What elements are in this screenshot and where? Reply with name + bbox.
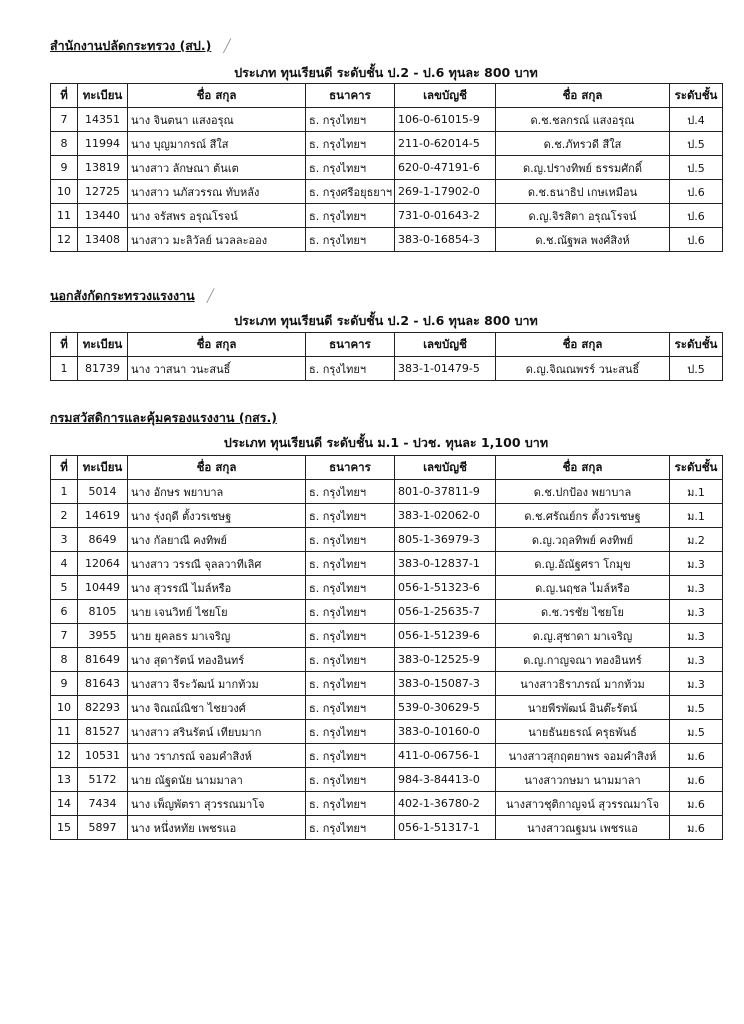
- grade-level-cell: ม.2: [670, 528, 723, 552]
- account-number-cell: 383-0-10160-0: [395, 720, 496, 744]
- student-name-cell: ด.ญ.อัณัฐศรา โกมุข: [496, 552, 670, 576]
- grade-level-cell: ม.6: [670, 768, 723, 792]
- member-name-cell: นางสาว วรรณี จุลลวาทีเลิศ: [128, 552, 306, 576]
- section-subtitle-outside: ประเภท ทุนเรียนดี ระดับชั้น ป.2 - ป.6 ทุนละ 800 บาท: [234, 313, 538, 328]
- column-header-member-name: ชื่อ สกุล: [128, 456, 306, 480]
- column-header-grade-level: ระดับชั้น: [670, 456, 723, 480]
- grade-level-cell: ม.6: [670, 792, 723, 816]
- account-number-cell: 731-0-01643-2: [395, 204, 496, 228]
- student-name-cell: นางสาวณฐมน เพชรแอ: [496, 816, 670, 840]
- row-number-cell: 3: [51, 528, 78, 552]
- column-header-row-number: ที่: [51, 456, 78, 480]
- member-name-cell: นาง วาสนา วนะสนธิ์: [128, 357, 306, 381]
- bank-name-cell: ธ. กรุงไทยฯ: [306, 552, 395, 576]
- grade-level-cell: ป.5: [670, 132, 723, 156]
- row-number-cell: 10: [51, 696, 78, 720]
- student-name-cell: ด.ญ.จิรสิตา อรุณโรจน์: [496, 204, 670, 228]
- student-name-cell: นางสาวชุติกาญจน์ สุวรรณมาโจ: [496, 792, 670, 816]
- registration-number-cell: 8105: [78, 600, 128, 624]
- row-number-cell: 8: [51, 132, 78, 156]
- member-name-cell: นาง สุดารัตน์ ทองอินทร์: [128, 648, 306, 672]
- student-name-cell: ด.ญ.กาญจณา ทองอินทร์: [496, 648, 670, 672]
- table-row: [51, 357, 723, 381]
- bank-name-cell: ธ. กรุงไทยฯ: [306, 156, 395, 180]
- bank-name-cell: ธ. กรุงไทยฯ: [306, 648, 395, 672]
- student-name-cell: ด.ช.ชลกรณ์ แสงอรุณ: [496, 108, 670, 132]
- student-name-cell: ด.ช.ภัทรวดี สีใส: [496, 132, 670, 156]
- member-name-cell: นางสาว ลักษณา ต้นเต: [128, 156, 306, 180]
- grade-level-cell: ม.3: [670, 624, 723, 648]
- student-name-cell: นางสาวธิราภรณ์ มากท้วม: [496, 672, 670, 696]
- bank-name-cell: ธ. กรุงไทยฯ: [306, 720, 395, 744]
- column-header-account-number: เลขบัญชี: [395, 456, 496, 480]
- student-name-cell: ด.ญ.วฤลทิพย์ คงทิพย์: [496, 528, 670, 552]
- column-header-bank-name: ธนาคาร: [306, 333, 395, 357]
- grade-level-cell: ป.4: [670, 108, 723, 132]
- registration-number-cell: 81739: [78, 357, 128, 381]
- member-name-cell: นาง จินตนา แสงอรุณ: [128, 108, 306, 132]
- column-header-student-name: ชื่อ สกุล: [496, 456, 670, 480]
- registration-number-cell: 3955: [78, 624, 128, 648]
- row-number-cell: 8: [51, 648, 78, 672]
- table-outside: [50, 332, 723, 381]
- bank-name-cell: ธ. กรุงไทยฯ: [306, 768, 395, 792]
- bank-name-cell: ธ. กรุงไทยฯ: [306, 576, 395, 600]
- table-row: [51, 744, 723, 768]
- registration-number-cell: 12064: [78, 552, 128, 576]
- bank-name-cell: ธ. กรุงไทยฯ: [306, 696, 395, 720]
- section-subtitle-welfare: ประเภท ทุนเรียนดี ระดับชั้น ม.1 - ปวช. ทุนละ 1,100 บาท: [223, 435, 549, 450]
- table-header-row: [51, 84, 723, 108]
- student-name-cell: นางสาวกษมา นามมาลา: [496, 768, 670, 792]
- student-name-cell: ด.ญ.สุชาดา มาเจริญ: [496, 624, 670, 648]
- member-name-cell: นาย ยุคลธร มาเจริญ: [128, 624, 306, 648]
- column-header-registration-number: ทะเบียน: [78, 84, 128, 108]
- section-heading-welfare: กรมสวัสดิการและคุ้มครองแรงงาน (กสร.): [50, 410, 277, 425]
- grade-level-cell: ม.6: [670, 816, 723, 840]
- registration-number-cell: 81643: [78, 672, 128, 696]
- section-subtitle-ops: ประเภท ทุนเรียนดี ระดับชั้น ป.2 - ป.6 ทุนละ 800 บาท: [234, 65, 538, 80]
- row-number-cell: 13: [51, 768, 78, 792]
- column-header-row-number: ที่: [51, 84, 78, 108]
- bank-name-cell: ธ. กรุงไทยฯ: [306, 480, 395, 504]
- grade-level-cell: ม.3: [670, 648, 723, 672]
- member-name-cell: นางสาว มะลิวัลย์ นวลละออง: [128, 228, 306, 252]
- registration-number-cell: 14619: [78, 504, 128, 528]
- member-name-cell: นาง อักษร พยาบาล: [128, 480, 306, 504]
- bank-name-cell: ธ. กรุงไทยฯ: [306, 528, 395, 552]
- row-number-cell: 11: [51, 720, 78, 744]
- member-name-cell: นาง เพ็ญพัตรา สุวรรณมาโจ: [128, 792, 306, 816]
- column-header-member-name: ชื่อ สกุล: [128, 333, 306, 357]
- column-header-bank-name: ธนาคาร: [306, 84, 395, 108]
- account-number-cell: 269-1-17902-0: [395, 180, 496, 204]
- row-number-cell: 11: [51, 204, 78, 228]
- table-row: [51, 624, 723, 648]
- table-row: [51, 108, 723, 132]
- column-header-grade-level: ระดับชั้น: [670, 84, 723, 108]
- bank-name-cell: ธ. กรุงไทยฯ: [306, 357, 395, 381]
- registration-number-cell: 13819: [78, 156, 128, 180]
- member-name-cell: นาง รุ่งฤดี ตั้งวรเชษฐ: [128, 504, 306, 528]
- grade-level-cell: ม.3: [670, 552, 723, 576]
- registration-number-cell: 81527: [78, 720, 128, 744]
- student-name-cell: ด.ญ.ปรางทิพย์ ธรรมศักดิ์: [496, 156, 670, 180]
- table-header-row: [51, 456, 723, 480]
- bank-name-cell: ธ. กรุงไทยฯ: [306, 792, 395, 816]
- grade-level-cell: ม.3: [670, 576, 723, 600]
- member-name-cell: นาย ณัฐดนัย นามมาลา: [128, 768, 306, 792]
- registration-number-cell: 5014: [78, 480, 128, 504]
- registration-number-cell: 8649: [78, 528, 128, 552]
- bank-name-cell: ธ. กรุงศรีอยุธยาฯ: [306, 180, 395, 204]
- bank-name-cell: ธ. กรุงไทยฯ: [306, 624, 395, 648]
- grade-level-cell: ป.5: [670, 156, 723, 180]
- table-row: [51, 600, 723, 624]
- row-number-cell: 5: [51, 576, 78, 600]
- column-header-bank-name: ธนาคาร: [306, 456, 395, 480]
- section-heading-outside: นอกสังกัดกระทรวงแรงงาน ╱: [50, 288, 215, 303]
- section-heading-ops: สำนักงานปลัดกระทรวง (สป.) ╱: [50, 38, 231, 53]
- table-row: [51, 672, 723, 696]
- table-row: [51, 792, 723, 816]
- row-number-cell: 1: [51, 357, 78, 381]
- table-row: [51, 228, 723, 252]
- account-number-cell: 106-0-61015-9: [395, 108, 496, 132]
- member-name-cell: นาง กัลยาณี คงทิพย์: [128, 528, 306, 552]
- account-number-cell: 211-0-62014-5: [395, 132, 496, 156]
- table-row: [51, 528, 723, 552]
- account-number-cell: 383-1-02062-0: [395, 504, 496, 528]
- account-number-cell: 056-1-51317-1: [395, 816, 496, 840]
- table-row: [51, 552, 723, 576]
- member-name-cell: นาง จรัสพร อรุณโรจน์: [128, 204, 306, 228]
- student-name-cell: ด.ญ.นฤชล ไมล์หรือ: [496, 576, 670, 600]
- account-number-cell: 056-1-25635-7: [395, 600, 496, 624]
- table-row: [51, 504, 723, 528]
- student-name-cell: ด.ช.วรชัย ไชยโย: [496, 600, 670, 624]
- account-number-cell: 620-0-47191-6: [395, 156, 496, 180]
- row-number-cell: 9: [51, 672, 78, 696]
- grade-level-cell: ม.1: [670, 480, 723, 504]
- registration-number-cell: 82293: [78, 696, 128, 720]
- student-name-cell: นางสาวสุกฤตยาพร จอมคำสิงห์: [496, 744, 670, 768]
- registration-number-cell: 5172: [78, 768, 128, 792]
- column-header-member-name: ชื่อ สกุล: [128, 84, 306, 108]
- registration-number-cell: 12725: [78, 180, 128, 204]
- account-number-cell: 056-1-51239-6: [395, 624, 496, 648]
- member-name-cell: นางสาว จีระวัฒน์ มากท้วม: [128, 672, 306, 696]
- registration-number-cell: 81649: [78, 648, 128, 672]
- member-name-cell: นาง หนึ่งหทัย เพชรแอ: [128, 816, 306, 840]
- grade-level-cell: ป.5: [670, 357, 723, 381]
- bank-name-cell: ธ. กรุงไทยฯ: [306, 132, 395, 156]
- bank-name-cell: ธ. กรุงไทยฯ: [306, 672, 395, 696]
- student-name-cell: ด.ช.ธนาธิป เกษเหมือน: [496, 180, 670, 204]
- grade-level-cell: ม.6: [670, 744, 723, 768]
- member-name-cell: นางสาว นภัสวรรณ ทับหลัง: [128, 180, 306, 204]
- grade-level-cell: ม.5: [670, 696, 723, 720]
- table-row: [51, 648, 723, 672]
- grade-level-cell: ม.5: [670, 720, 723, 744]
- grade-level-cell: ม.3: [670, 600, 723, 624]
- table-row: [51, 720, 723, 744]
- table-row: [51, 816, 723, 840]
- table-row: [51, 156, 723, 180]
- row-number-cell: 6: [51, 600, 78, 624]
- column-header-student-name: ชื่อ สกุล: [496, 84, 670, 108]
- account-number-cell: 801-0-37811-9: [395, 480, 496, 504]
- member-name-cell: นาง จิณณ์ณิชา ไชยวงศ์: [128, 696, 306, 720]
- registration-number-cell: 13440: [78, 204, 128, 228]
- account-number-cell: 383-0-12837-1: [395, 552, 496, 576]
- bank-name-cell: ธ. กรุงไทยฯ: [306, 504, 395, 528]
- account-number-cell: 383-0-12525-9: [395, 648, 496, 672]
- column-header-registration-number: ทะเบียน: [78, 333, 128, 357]
- grade-level-cell: ป.6: [670, 228, 723, 252]
- column-header-account-number: เลขบัญชี: [395, 333, 496, 357]
- registration-number-cell: 11994: [78, 132, 128, 156]
- row-number-cell: 9: [51, 156, 78, 180]
- column-header-registration-number: ทะเบียน: [78, 456, 128, 480]
- grade-level-cell: ป.6: [670, 180, 723, 204]
- account-number-cell: 383-1-01479-5: [395, 357, 496, 381]
- student-name-cell: นายพีรพัฒน์ อินต๊ะรัตน์: [496, 696, 670, 720]
- account-number-cell: 411-0-06756-1: [395, 744, 496, 768]
- member-name-cell: นางสาว สรินรัตน์ เทียบมาก: [128, 720, 306, 744]
- student-name-cell: นายธันยธรณ์ ครุธพันธ์: [496, 720, 670, 744]
- bank-name-cell: ธ. กรุงไทยฯ: [306, 600, 395, 624]
- bank-name-cell: ธ. กรุงไทยฯ: [306, 108, 395, 132]
- table-row: [51, 204, 723, 228]
- table-row: [51, 768, 723, 792]
- registration-number-cell: 7434: [78, 792, 128, 816]
- table-welfare: [50, 455, 723, 840]
- member-name-cell: นาง วราภรณ์ จอมคำสิงห์: [128, 744, 306, 768]
- account-number-cell: 539-0-30629-5: [395, 696, 496, 720]
- table-row: [51, 480, 723, 504]
- account-number-cell: 383-0-15087-3: [395, 672, 496, 696]
- row-number-cell: 10: [51, 180, 78, 204]
- table-row: [51, 576, 723, 600]
- column-header-grade-level: ระดับชั้น: [670, 333, 723, 357]
- row-number-cell: 4: [51, 552, 78, 576]
- account-number-cell: 383-0-16854-3: [395, 228, 496, 252]
- row-number-cell: 12: [51, 744, 78, 768]
- table-header-row: [51, 333, 723, 357]
- row-number-cell: 2: [51, 504, 78, 528]
- row-number-cell: 7: [51, 108, 78, 132]
- member-name-cell: นาง บุญมากรณ์ สีใส: [128, 132, 306, 156]
- registration-number-cell: 13408: [78, 228, 128, 252]
- column-header-row-number: ที่: [51, 333, 78, 357]
- account-number-cell: 984-3-84413-0: [395, 768, 496, 792]
- grade-level-cell: ม.1: [670, 504, 723, 528]
- student-name-cell: ด.ช.ปกป้อง พยาบาล: [496, 480, 670, 504]
- student-name-cell: ด.ช.ณัฐพล พงศ์สิงห์: [496, 228, 670, 252]
- row-number-cell: 15: [51, 816, 78, 840]
- grade-level-cell: ป.6: [670, 204, 723, 228]
- row-number-cell: 7: [51, 624, 78, 648]
- row-number-cell: 12: [51, 228, 78, 252]
- student-name-cell: ด.ญ.จิณณพรร์ วนะสนธิ์: [496, 357, 670, 381]
- student-name-cell: ด.ช.ศรัณย์กร ตั้งวรเชษฐ: [496, 504, 670, 528]
- grade-level-cell: ม.3: [670, 672, 723, 696]
- member-name-cell: นาย เจนวิทย์ ไชยโย: [128, 600, 306, 624]
- account-number-cell: 056-1-51323-6: [395, 576, 496, 600]
- member-name-cell: นาง สุวรรณี ไมล์หรือ: [128, 576, 306, 600]
- account-number-cell: 402-1-36780-2: [395, 792, 496, 816]
- table-ops: [50, 83, 723, 252]
- bank-name-cell: ธ. กรุงไทยฯ: [306, 228, 395, 252]
- table-row: [51, 132, 723, 156]
- registration-number-cell: 10449: [78, 576, 128, 600]
- registration-number-cell: 14351: [78, 108, 128, 132]
- column-header-student-name: ชื่อ สกุล: [496, 333, 670, 357]
- bank-name-cell: ธ. กรุงไทยฯ: [306, 744, 395, 768]
- table-row: [51, 696, 723, 720]
- bank-name-cell: ธ. กรุงไทยฯ: [306, 816, 395, 840]
- account-number-cell: 805-1-36979-3: [395, 528, 496, 552]
- table-row: [51, 180, 723, 204]
- column-header-account-number: เลขบัญชี: [395, 84, 496, 108]
- row-number-cell: 1: [51, 480, 78, 504]
- registration-number-cell: 10531: [78, 744, 128, 768]
- row-number-cell: 14: [51, 792, 78, 816]
- registration-number-cell: 5897: [78, 816, 128, 840]
- bank-name-cell: ธ. กรุงไทยฯ: [306, 204, 395, 228]
